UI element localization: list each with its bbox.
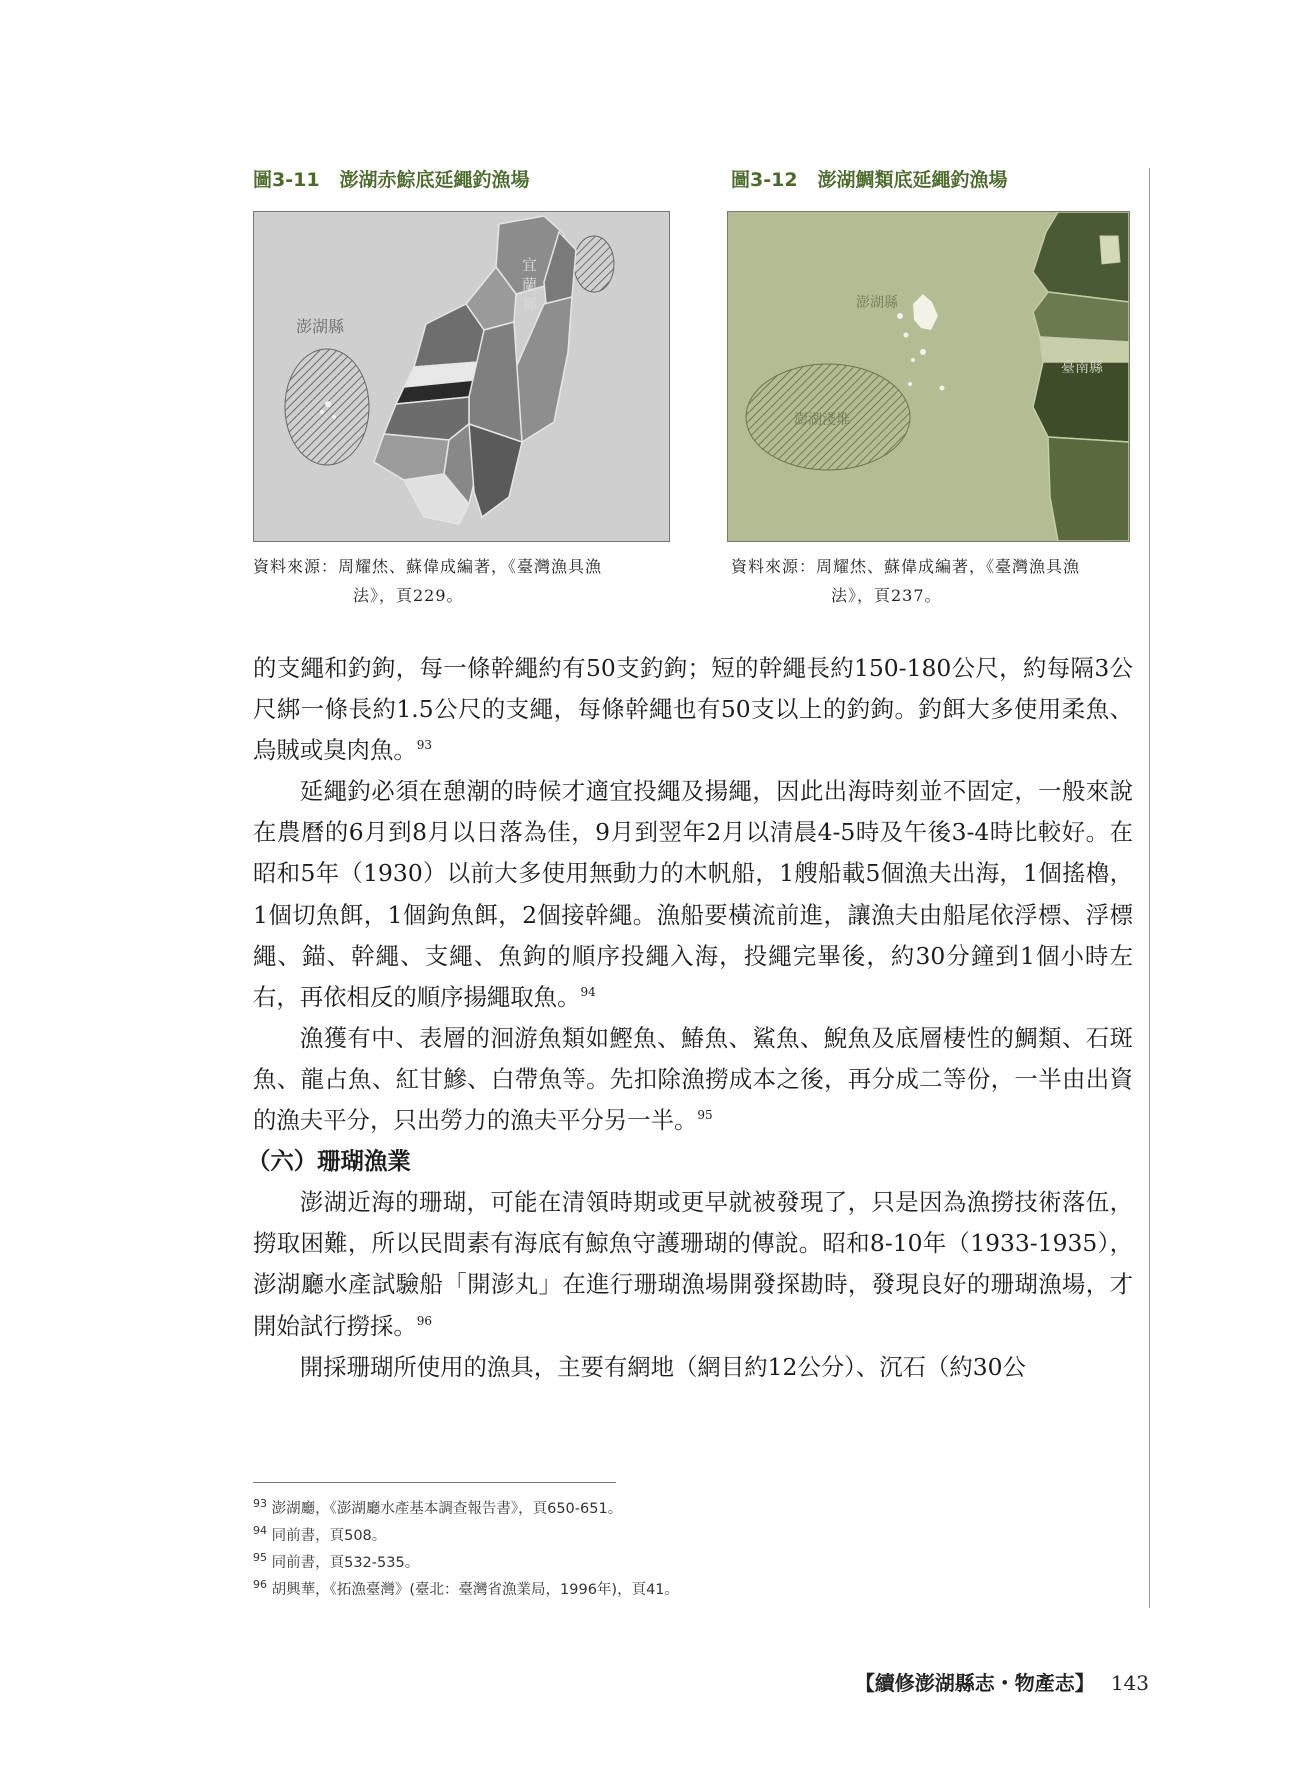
figure-caption: 澎湖鯛類底延繩釣漁場 xyxy=(817,169,1008,191)
paragraph: 的支繩和釣鉤，每一條幹繩約有50支釣鉤；短的幹繩長約150-180公尺，約每隔3公尺綁一條長約1.5公尺的支繩，每條幹繩也有50支以上的釣鉤。釣餌大多使用柔魚、烏賊或臭肉魚。$^{93}$ xyxy=(253,654,1133,765)
running-footer xyxy=(855,1667,1149,1696)
figure-3-12-map xyxy=(727,211,1130,542)
right-margin-rule xyxy=(1149,168,1150,1608)
figure-3-11-title xyxy=(253,165,530,192)
svg-text:蘭: 蘭 xyxy=(522,276,538,294)
source-line-1: 資料來源：周耀烋、蘇偉成編著，《臺灣漁具漁 xyxy=(253,557,603,576)
paragraph: 延繩釣必須在憩潮的時候才適宜投繩及揚繩，因此出海時刻並不固定，一般來說在農曆的6月到8月以日落為佳，9月到翌年2月以清晨4-5時及午後3-4時比較好。在昭和5年（1930）以前大多使用無動力的木帆船，1艘船載5個漁夫出海，1個搖櫓，1個切魚餌，1個鉤魚餌，2個接幹繩。漁船要橫流前進，讓漁夫由船尾依浮標、浮標繩、錨、幹繩、支繩、魚鉤的順序投繩入海，投繩完畢後，約30分鐘到1個小時左右，再依相反的順序揚繩取魚。$^{94}$ xyxy=(253,777,1133,1011)
svg-text:澎湖縣: 澎湖縣 xyxy=(296,317,345,336)
svg-text:澎湖縣: 澎湖縣 xyxy=(856,295,898,311)
body-text xyxy=(247,648,1133,1388)
svg-text:澎湖淺堆: 澎湖淺堆 xyxy=(794,412,850,428)
footnotes xyxy=(253,1496,679,1604)
footnote-ref: 96 xyxy=(416,1313,433,1328)
figure-3-12-title xyxy=(731,165,1008,192)
figure-number: 圖3-11 xyxy=(253,169,320,191)
page-number: 143 xyxy=(1110,1671,1149,1695)
footnote: $^{95}$ 同前書，頁532-535。 xyxy=(253,1551,420,1571)
paragraph: 漁獲有中、表層的洄游魚類如鰹魚、鰆魚、鯊魚、鯢魚及底層棲性的鯛類、石斑魚、龍占魚、紅甘鰺、白帶魚等。先扣除漁撈成本之後，再分成二等份，一半由出資的漁夫平分，只出勞力的漁夫平分另一半。$^{95}$ xyxy=(253,1023,1133,1135)
chapter-title: 【續修澎湖縣志・物產志】 xyxy=(854,1671,1095,1695)
figure-3-11-map xyxy=(253,211,670,542)
svg-text:縣: 縣 xyxy=(522,296,538,314)
source-line-2: 法》，頁237。 xyxy=(831,586,942,605)
source-line-2: 法》，頁229。 xyxy=(353,586,464,605)
footnote: $^{93}$ 澎湖廳，《澎湖廳水產基本調查報告書》，頁650-651。 xyxy=(253,1497,623,1517)
svg-text:臺南縣: 臺南縣 xyxy=(1061,360,1103,376)
paragraph: 開採珊瑚所使用的漁具，主要有網地（網目約12公分）、沉石（約30公 xyxy=(299,1352,1026,1381)
figure-3-11-source xyxy=(253,552,602,610)
footnote-rule xyxy=(253,1482,616,1483)
footnote: $^{96}$ 胡興華，《拓漁臺灣》(臺北：臺灣省漁業局，1996年)，頁41。 xyxy=(253,1578,680,1598)
figure-3-12-source xyxy=(731,552,1080,610)
footnote-ref: 94 xyxy=(580,984,596,999)
footnote-ref: 93 xyxy=(416,738,433,753)
svg-text:宜: 宜 xyxy=(522,256,538,274)
section-heading: （六）珊瑚漁業 xyxy=(247,1147,411,1176)
figure-number: 圖3-12 xyxy=(731,169,798,191)
footnote: $^{94}$ 同前書，頁508。 xyxy=(253,1524,387,1544)
paragraph: 澎湖近海的珊瑚，可能在清領時期或更早就被發現了，只是因為漁撈技術落伍，撈取困難，所以民間素有海底有鯨魚守護珊瑚的傳說。昭和8-10年（1933-1935），澎湖廳水產試驗船「開澎丸」在進行珊瑚漁場開發探勘時，發現良好的珊瑚漁場，才開始試行撈採。$^{96}$ xyxy=(253,1188,1133,1340)
footnote-ref: 95 xyxy=(697,1108,713,1123)
figure-caption: 澎湖赤鯮底延繩釣漁場 xyxy=(339,169,530,191)
source-line-1: 資料來源：周耀烋、蘇偉成編著，《臺灣漁具漁 xyxy=(731,557,1081,576)
